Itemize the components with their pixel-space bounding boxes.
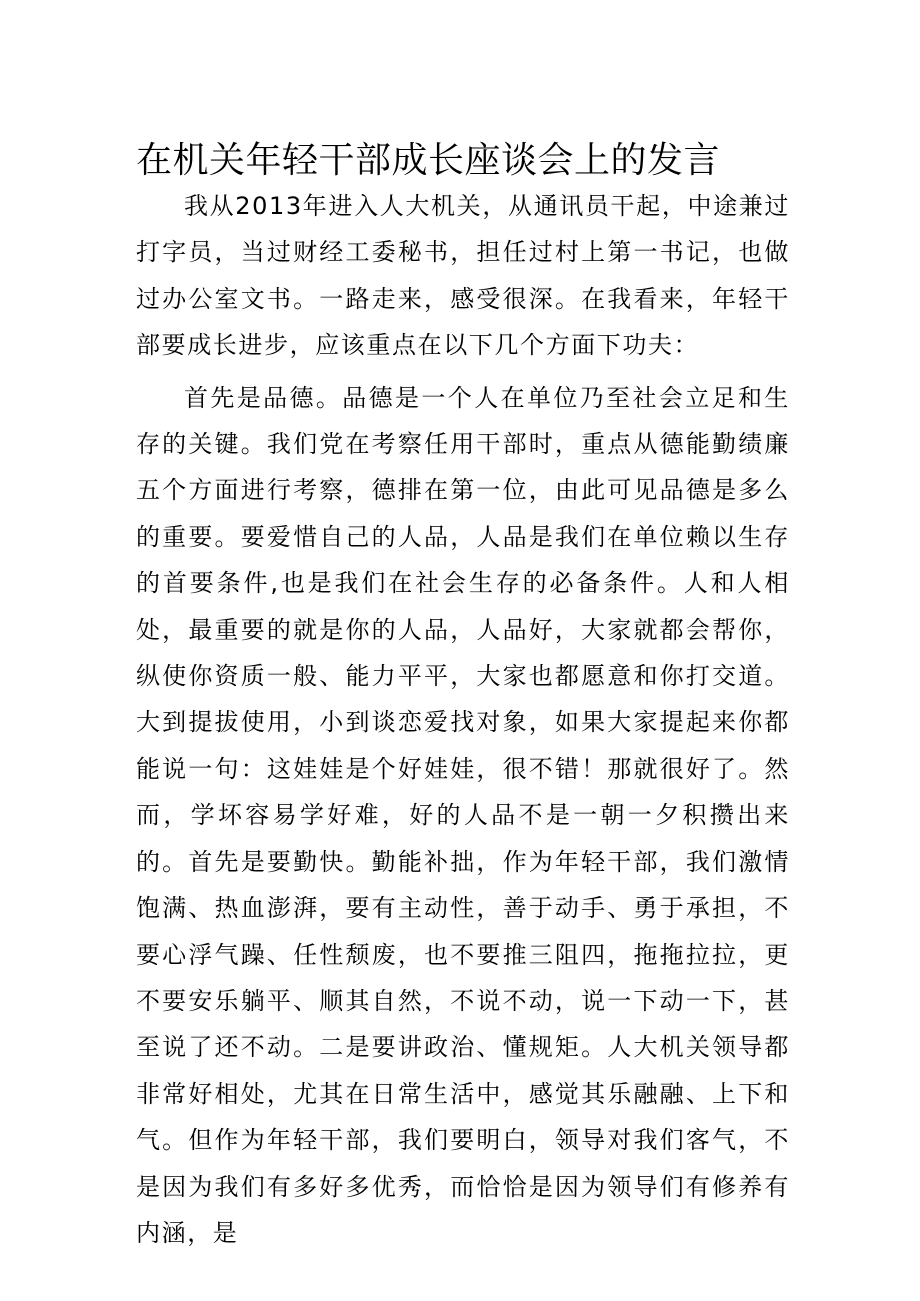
paragraph-character: 首先是品德。品德是一个人在单位乃至社会立足和生存的关键。我们党在考察任用干部时，重点从德能勤绩廉五个方面进行考察，德排在第一位，由此可见品德是多么的重要。要爱惜自己的人品，人品是我们在单位赖以生存的首要条件,也是我们在社会生存的必备条件。人和人相处，最重要的就是你的人品，人品好，大家就都会帮你，纵使你资质一般、能力平平，大家也都愿意和你打交道。大到提拔使用，小到谈恋爱找对象，如果大家提起来你都能说一句：这娃娃是个好娃娃，很不错！那就很好了。然而，学坏容易学好难，好的人品不是一朝一夕积攒出来的。首先是要勤快。勤能补拙，作为年轻干部，我们激情饱满、热血澎湃，要有主动性，善于动手、勇于承担，不要心浮气躁、任性颓废，也不要推三阻四，拖拖拉拉，更不要安乐躺平、顺其自然，不说不动，说一下动一下，甚至说了还不动。二是要讲政治、懂规矩。人大机关领导都非常好相处，尤其在日常生活中，感觉其乐融融、上下和气。但作为年轻干部，我们要明白，领导对我们客气，不是因为我们有多好多优秀，而恰恰是因为领导们有修养有内涵，是 (136, 383, 790, 1247)
document-body (136, 183, 790, 1256)
document-title: 在机关年轻干部成长座谈会上的发言 (136, 140, 721, 181)
paragraph-intro: 我从2013年进入人大机关，从通讯员干起，中途兼过打字员，当过财经工委秘书，担任过村上第一书记，也做过办公室文书。一路走来，感受很深。在我看来，年轻干部要成长进步，应该重点在以下几个方面下功夫： (136, 192, 790, 360)
